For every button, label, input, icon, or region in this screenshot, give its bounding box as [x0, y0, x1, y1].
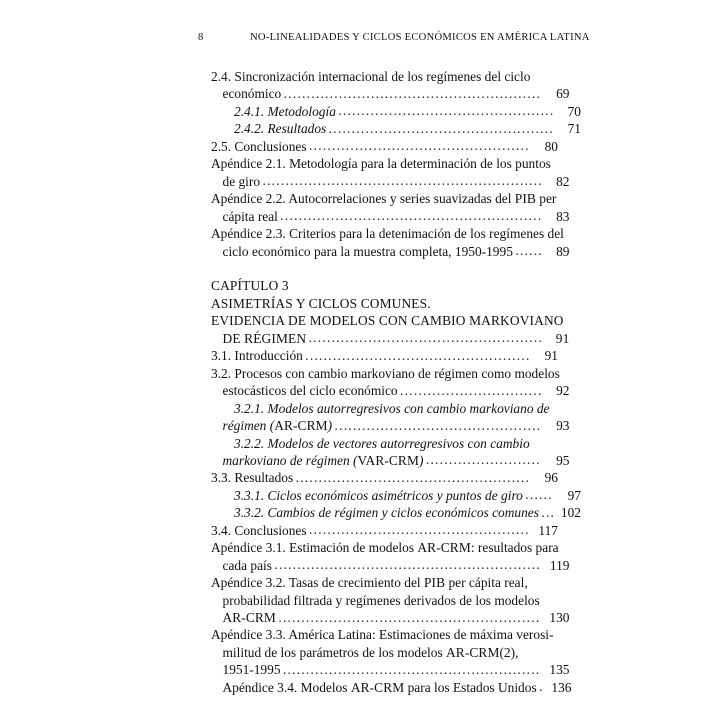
chapter-heading-block	[211, 277, 570, 347]
toc-entry-text: markoviano de régimen (VAR-CRM)	[222, 452, 424, 468]
toc-entry-text: 3.2.1. Modelos autorregresivos con cambio markoviano de	[234, 400, 550, 416]
toc-entry[interactable]	[211, 574, 570, 626]
toc-page-number: 95	[556, 452, 570, 468]
toc-entry[interactable]	[211, 68, 570, 103]
chapter-page-number: 91	[555, 330, 570, 346]
toc-entry-text: cápita real	[222, 208, 278, 224]
toc-entry-text: 2.4. Sincronización internacional de los regímenes del ciclo	[211, 69, 531, 84]
toc-page-number: 97	[567, 487, 581, 503]
toc-entry-line	[211, 557, 570, 574]
toc-page-number: 93	[556, 418, 570, 434]
toc-entry-line	[211, 417, 570, 434]
toc-entry-line	[211, 347, 558, 364]
toc-entry-text: Apéndice 2.3. Criterios para la detenimación de los regímenes del	[211, 226, 564, 242]
toc-entry[interactable]	[211, 365, 570, 400]
toc-entry-line	[211, 679, 570, 696]
toc-entry-text: 2.5. Conclusiones	[211, 138, 307, 154]
toc-entry[interactable]	[211, 504, 581, 521]
toc-entry-text: 3.3.2. Cambios de régimen y ciclos económicos comunes	[234, 505, 539, 521]
toc-entry-text: económico	[222, 86, 282, 102]
toc-entry[interactable]	[211, 138, 558, 155]
dot-leader	[515, 242, 541, 259]
dot-leader	[280, 207, 541, 224]
dot-leader	[296, 469, 530, 486]
toc-entry-line	[211, 504, 581, 521]
toc-entry[interactable]	[211, 679, 572, 696]
toc-entry-text: Apéndice 3.2. Tasas de crecimiento del PIB per cápita real,	[211, 575, 528, 591]
chapter-title-text: ASIMETRÍAS Y CICLOS COMUNES.	[211, 295, 431, 311]
toc-entry-text: 3.2.2. Modelos de vectores autorregresivos con cambio	[234, 435, 530, 451]
toc-entry-line	[211, 435, 581, 452]
toc-entry-text: Apéndice 3.4. Modelos AR-CRM para los Estados Unidos	[222, 679, 537, 695]
toc-entry-line	[211, 609, 570, 626]
dot-leader	[338, 102, 552, 119]
toc-page-number: 135	[549, 662, 570, 678]
toc-page-number: 80	[544, 138, 558, 154]
toc-entry-text: militud de los parámetros de los modelos AR-CRM(2),	[222, 644, 519, 660]
page-folio: 8	[198, 32, 204, 43]
toc-entry-text: régimen (AR-CRM)	[222, 418, 333, 434]
toc-entry[interactable]	[211, 522, 558, 539]
toc-entry-line	[211, 103, 581, 120]
dot-leader	[284, 85, 541, 102]
toc-entry[interactable]	[211, 435, 570, 470]
toc-page-number: 136	[551, 679, 572, 695]
acronym-smallcaps: AR-CRM	[350, 679, 405, 695]
toc-page-number: 91	[544, 348, 558, 364]
toc-entry-line	[211, 382, 570, 399]
toc-entry[interactable]	[211, 400, 570, 435]
toc-entry[interactable]	[211, 225, 570, 260]
toc-entry[interactable]	[211, 190, 570, 225]
acronym-smallcaps: PIB	[424, 575, 446, 591]
toc-page-number: 71	[567, 121, 581, 137]
toc-entries-chapter3	[211, 347, 581, 696]
dot-leader	[283, 661, 541, 678]
toc-page-number: 70	[567, 103, 581, 119]
acronym-smallcaps: VAR-CRM	[357, 452, 419, 468]
toc-page-number: 89	[556, 243, 570, 259]
toc-page-number: 92	[556, 383, 570, 399]
toc-entry-text	[223, 609, 276, 626]
toc-entry[interactable]	[211, 347, 558, 364]
toc-entry-line	[211, 539, 558, 556]
toc-entry-line	[211, 592, 570, 609]
toc-entry[interactable]	[211, 469, 558, 486]
toc-entry-line	[211, 644, 570, 661]
dot-leader	[426, 451, 541, 468]
toc-entry[interactable]	[211, 120, 581, 137]
toc-entry-text: 3.1. Introducción	[211, 348, 303, 364]
toc-entry[interactable]	[211, 626, 570, 678]
acronym-smallcaps: AR-CRM	[417, 540, 471, 556]
dot-leader	[262, 172, 541, 189]
toc-entry[interactable]	[211, 103, 581, 120]
toc-entry-line	[211, 469, 558, 486]
toc-entry-text: Apéndice 3.3. América Latina: Estimaciones de máxima verosi-	[211, 627, 554, 643]
chapter-title-tail: DE RÉGIMEN	[222, 330, 307, 346]
acronym-smallcaps: AR-CRM	[446, 644, 500, 660]
toc-entry-text: 1951-1995	[222, 662, 281, 678]
toc-entry-text: 3.3.1. Ciclos económicos asimétricos y puntos de giro	[234, 487, 523, 503]
toc-entry-line	[211, 68, 558, 85]
toc-entry-line	[211, 225, 564, 242]
toc-page-number: 102	[560, 505, 581, 521]
toc-entry-text: Apéndice 2.2. Autocorrelaciones y series suavizadas del PIB per	[211, 191, 557, 207]
toc-entry-text: 3.2. Procesos con cambio markoviano de régimen como modelos	[211, 365, 560, 381]
chapter-label: CAPÍTULO 3	[211, 278, 289, 294]
dot-leader	[274, 556, 541, 573]
toc-page-number: 130	[549, 610, 570, 626]
toc-entry-line	[211, 626, 558, 643]
dot-leader	[329, 120, 553, 137]
toc-entry-line	[211, 120, 581, 137]
toc-entry-line	[211, 574, 558, 591]
running-head	[198, 32, 590, 48]
dot-leader	[335, 417, 542, 434]
toc-entry-line	[211, 208, 570, 225]
acronym-smallcaps: AR-CRM	[274, 418, 328, 434]
toc-entry-line	[211, 661, 570, 678]
toc-entry-line	[211, 190, 558, 207]
toc-page-number: 119	[549, 557, 570, 573]
toc-entry-text: cada país	[222, 557, 272, 573]
chapter-title-lines	[211, 295, 564, 330]
toc-entries-chapter2	[211, 68, 581, 260]
toc-page-number: 83	[556, 208, 570, 224]
dot-leader	[309, 521, 530, 538]
acronym-smallcaps: AR-CRM	[222, 610, 276, 626]
toc-entry-line	[211, 138, 558, 155]
dot-leader	[525, 486, 552, 503]
table-of-contents	[211, 68, 581, 696]
dot-leader	[309, 329, 541, 346]
toc-entry-text: 2.4.2. Resultados	[234, 121, 327, 137]
chapter-title-last-line	[211, 330, 570, 347]
toc-entry-line	[211, 243, 570, 260]
toc-entry-text: de giro	[222, 173, 261, 189]
toc-entry-text: 3.3. Resultados	[211, 470, 294, 486]
chapter-title-text: EVIDENCIA DE MODELOS CON CAMBIO MARKOVIANO	[211, 313, 564, 329]
chapter-spacer	[211, 260, 558, 277]
toc-entry-line	[211, 365, 558, 382]
toc-entry-text: estocásticos del ciclo económico	[222, 383, 398, 399]
toc-page-number: 117	[538, 522, 558, 538]
toc-entry-line	[211, 85, 570, 102]
toc-entry-line	[211, 400, 581, 417]
toc-entry-text: 2.4.1. Metodología	[234, 103, 336, 119]
toc-entry-line	[211, 173, 570, 190]
dot-leader	[541, 504, 552, 521]
toc-page-number: 96	[544, 470, 558, 486]
toc-entry[interactable]	[211, 539, 570, 574]
dot-leader	[309, 137, 530, 154]
toc-entry-text: Apéndice 2.1. Metodología para la determinación de los puntos	[211, 156, 551, 172]
dot-leader	[278, 609, 541, 626]
toc-entry-line	[211, 155, 558, 172]
toc-entry[interactable]	[211, 487, 581, 504]
chapter-title-line	[211, 295, 558, 312]
running-head-title: NO-LINEALIDADES Y CICLOS ECONÓMICOS EN AMÉRICA LATINA	[250, 32, 590, 43]
dot-leader	[400, 382, 541, 399]
dot-leader	[539, 678, 543, 695]
acronym-smallcaps: PIB	[514, 191, 536, 207]
chapter-label-line	[211, 277, 558, 294]
toc-entry-text: Apéndice 3.1. Estimación de modelos AR-CRM: resultados para	[211, 540, 559, 556]
toc-page-number: 69	[556, 86, 570, 102]
toc-entry-line	[211, 522, 558, 539]
toc-entry-line	[211, 487, 581, 504]
toc-entry-text: ciclo económico para la muestra completa, 1950-1995	[222, 243, 513, 259]
toc-entry[interactable]	[211, 155, 570, 190]
toc-entry-text: 3.4. Conclusiones	[211, 522, 307, 538]
dot-leader	[305, 347, 529, 364]
toc-page-number: 82	[556, 173, 570, 189]
toc-entry-line	[211, 452, 570, 469]
chapter-title-line	[211, 312, 564, 329]
toc-entry-text: probabilidad filtrada y regímenes derivados de los modelos	[222, 592, 540, 608]
